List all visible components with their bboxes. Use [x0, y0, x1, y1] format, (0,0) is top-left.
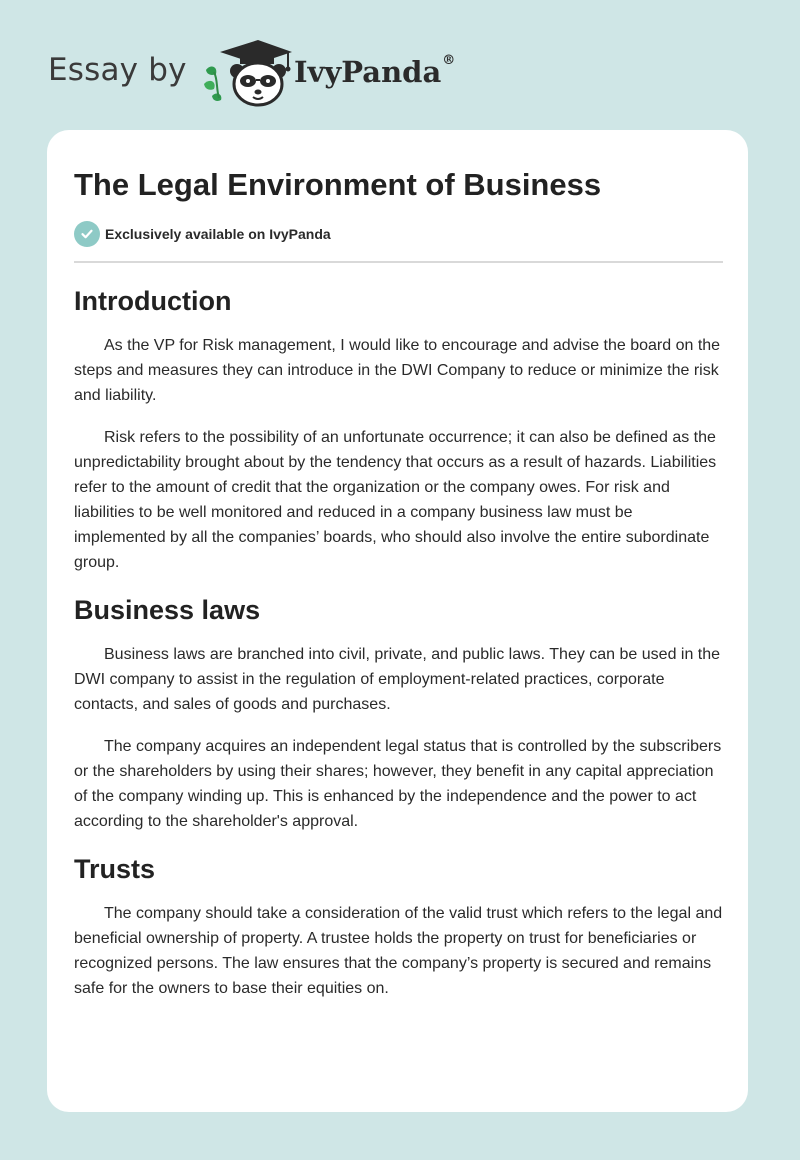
- brand-text: IvyPanda: [294, 55, 442, 89]
- paragraph: Business laws are branched into civil, private, and public laws. They can be used in the DWI company to assist in the regulation of employment-related practices, corporate contacts, and sales of goods and purchases.: [74, 646, 721, 713]
- paragraph: Risk refers to the possibility of an unfortunate occurrence; it can also be defined as the unpredictability brought about by the tendency that occurs as a result of hazards. Liabilities refer to the amount of credit that the organization or the company owes. For risk and liabilities to be well monitored and reduced in a company business law must be implemented by all the companies’ boards, who should also involve the entire subordinate group.: [74, 429, 717, 571]
- page-title: The Legal Environment of Business: [74, 167, 602, 202]
- section-trusts: [74, 851, 723, 1001]
- essay-card: [47, 130, 748, 1112]
- site-header: [48, 36, 468, 108]
- paragraph: As the VP for Risk management, I would like to encourage and advise the board on the steps and measures they can introduce in the DWI Company to reduce or minimize the risk and liability.: [74, 337, 721, 404]
- ivypanda-logo-icon[interactable]: [200, 36, 296, 108]
- section-heading: Business laws: [74, 595, 261, 625]
- essay-by-label: Essay by: [48, 52, 187, 88]
- section-introduction: [74, 283, 723, 575]
- brand-name[interactable]: [294, 55, 455, 89]
- badge-label: Exclusively available on IvyPanda: [105, 226, 331, 242]
- section-heading: Trusts: [74, 854, 156, 884]
- paragraph: The company acquires an independent legal status that is controlled by the subscribers or the shareholders by using their shares; however, they benefit in any capital appreciation of the company winding up. This is enhanced by the independence and the power to act according to the shareholder's approval.: [74, 738, 722, 830]
- paragraph: The company should take a consideration of the valid trust which refers to the legal and beneficial ownership of property. A trustee holds the property on trust for beneficiaries or recognized persons. The law ensures that the company’s property is secured and remains safe for the owners to base their equities on.: [74, 905, 723, 997]
- exclusive-badge: [74, 221, 331, 247]
- title-divider: [74, 261, 723, 263]
- section-business-laws: [74, 592, 723, 834]
- section-heading: Introduction: [74, 286, 232, 316]
- checkmark-icon: [74, 221, 100, 247]
- registered-mark: ®: [442, 53, 456, 68]
- essay-body: [74, 283, 723, 1018]
